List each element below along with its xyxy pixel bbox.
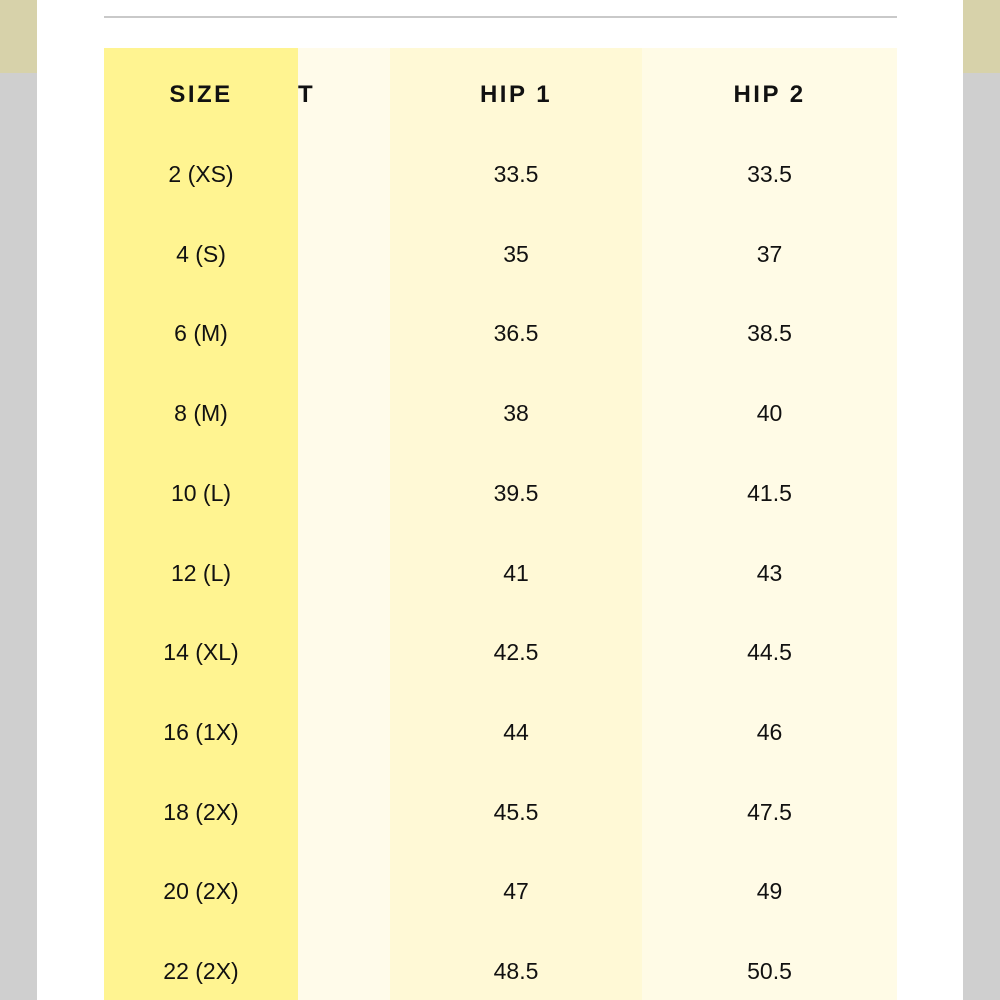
cell-size: 12 (L) [170,560,232,586]
cell-hip2: 47.5 [747,799,792,825]
header-waist-partial: T [298,81,316,108]
cell-hip2: 38.5 [747,320,792,346]
cell-hip1: 35 [503,241,529,267]
cell-hip1: 39.5 [493,480,539,506]
cell-hip2: 49 [756,878,783,904]
cell-size: 8 (M) [174,400,228,426]
cell-size: 10 (L) [170,480,232,506]
cell-hip1: 41 [503,560,529,586]
size-chart-table [104,48,897,1000]
cell-size: 16 (1X) [163,719,239,745]
cell-hip1: 38 [503,400,529,426]
cell-hip2: 40 [756,400,783,426]
right-gutter [963,0,1000,1000]
cell-size: 14 (XL) [163,639,239,665]
left-gutter [0,0,37,1000]
cell-size: 20 (2X) [163,878,239,904]
cell-hip1: 44 [503,719,529,745]
cell-hip1: 36.5 [493,320,539,346]
cell-size: 6 (M) [174,320,228,346]
cell-hip2: 43 [756,560,783,586]
size-chart-sheet [37,0,963,1000]
right-gutter-tab [963,0,1000,73]
divider [104,16,897,18]
cell-hip2: 46 [756,719,783,745]
cell-hip1: 45.5 [493,799,539,825]
header-size: SIZE [169,81,233,108]
cell-size: 4 (S) [176,241,226,267]
cell-hip2: 37 [756,241,783,267]
cell-size: 2 (XS) [168,161,234,187]
cell-hip2: 41.5 [747,480,792,506]
cell-size: 18 (2X) [163,799,239,825]
cell-hip2: 44.5 [747,639,792,665]
cell-hip1: 47 [503,878,529,904]
cell-hip2: 50.5 [747,958,792,984]
cell-hip2: 33.5 [747,161,792,187]
cell-hip1: 42.5 [493,639,539,665]
header-hip2: HIP 2 [733,81,806,108]
cell-size: 22 (2X) [163,958,239,984]
cell-hip1: 33.5 [493,161,539,187]
header-hip1: HIP 1 [479,81,553,108]
cell-hip1: 48.5 [493,958,539,984]
left-gutter-tab [0,0,37,73]
waist-column-background [298,48,390,1000]
